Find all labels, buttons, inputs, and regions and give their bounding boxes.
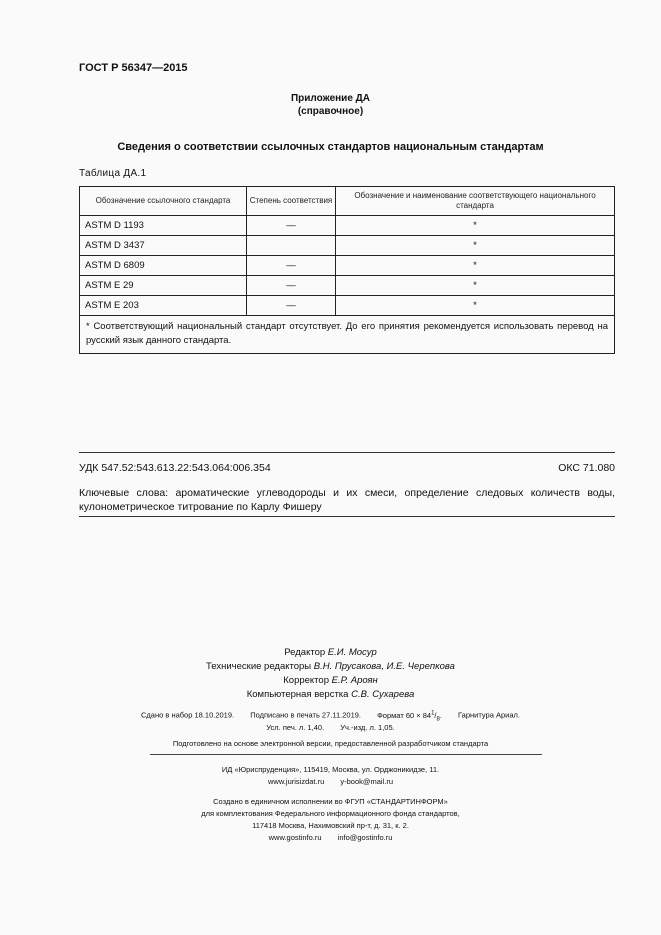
imprint-format-den: 8: [436, 716, 440, 722]
imprint-sent: Сдано в набор 18.10.2019.: [141, 710, 235, 720]
oks-code: ОКС 71.080: [558, 462, 615, 474]
table-footnote-row: [80, 316, 615, 354]
appendix-subtitle: (справочное): [297, 106, 364, 117]
cell-national-standard: *: [336, 276, 615, 296]
publisher-address: ИД «Юриспруденция», 115419, Москва, ул. Орджоникидзе, 11.: [221, 765, 440, 774]
made-contacts: [0, 833, 661, 842]
document-code: ГОСТ Р 56347—2015: [79, 62, 188, 74]
cell-ref-standard: ASTM D 6809: [80, 256, 247, 276]
tech-editors-names: В.Н. Прусакова, И.Е. Черепкова: [313, 661, 455, 672]
cell-national-standard: *: [336, 236, 615, 256]
publisher-site-link[interactable]: www.jurisizdat.ru: [268, 777, 325, 786]
section-title: Сведения о соответствии ссылочных стандартов национальным стандартам: [117, 141, 544, 153]
table-row: [80, 296, 615, 316]
table-header-row: [80, 187, 615, 216]
credit-editor: [0, 647, 661, 658]
made-line-1: Создано в единичном исполнении во ФГУП «СТАНДАРТИНФОРМ»: [213, 797, 448, 806]
editor-label: Редактор: [284, 647, 326, 658]
made-line-2: для комплектования Федерального информационного фонда стандартов,: [201, 809, 460, 818]
imprint-typeface: Гарнитура Ариал.: [458, 710, 520, 720]
cell-ref-standard: ASTM E 29: [80, 276, 247, 296]
divider-bottom: [150, 754, 542, 755]
made-line-3: 117418 Москва, Нахимовский пр-т, д. 31, к. 2.: [252, 821, 409, 830]
cell-national-standard: *: [336, 296, 615, 316]
corrector-label: Корректор: [283, 675, 329, 686]
cell-national-standard: *: [336, 216, 615, 236]
credit-tech-editors: [0, 661, 661, 672]
imprint-format-num: 1: [431, 710, 435, 716]
corrector-name: Е.Р. Ароян: [331, 675, 378, 686]
cell-ref-standard: ASTM D 1193: [80, 216, 247, 236]
cell-national-standard: *: [336, 256, 615, 276]
layout-label: Компьютерная верстка: [246, 689, 349, 700]
divider-keywords: [79, 516, 615, 517]
table-footnote: * Соответствующий национальный стандарт отсутствует. До его принятия рекомендуется использовать перевод на русский язык данного стандарта.: [80, 316, 615, 354]
divider-top: [79, 452, 615, 453]
cell-compliance: —: [247, 276, 336, 296]
imprint-signed: Подписано в печать 27.11.2019.: [250, 710, 362, 720]
cell-compliance: [247, 236, 336, 256]
gostinfo-email-link[interactable]: info@gostinfo.ru: [337, 833, 393, 842]
imprint-pub-sheets: Уч.-изд. л. 1,05.: [340, 723, 395, 732]
editor-name: Е.И. Мосур: [327, 647, 377, 658]
table-row: [80, 276, 615, 296]
table-row: [80, 256, 615, 276]
publisher-contacts: [0, 777, 661, 786]
imprint-sheets: Усл. печ. л. 1,40.: [266, 723, 325, 732]
cell-compliance: —: [247, 216, 336, 236]
header-national-standard: Обозначение и наименование соответствующего национального стандарта: [336, 187, 615, 216]
header-ref-standard: Обозначение ссылочного стандарта: [80, 187, 247, 216]
udk-code: УДК 547.52:543.613.22:543.064:006.354: [79, 462, 271, 474]
tech-editors-label: Технические редакторы: [206, 661, 312, 672]
gostinfo-site-link[interactable]: www.gostinfo.ru: [268, 833, 322, 842]
imprint-prepared: Подготовлено на основе электронной версии, предоставленной разработчиком стандарта: [172, 739, 489, 748]
imprint-line-2: [0, 723, 661, 732]
table-caption: Таблица ДА.1: [79, 168, 147, 179]
appendix-title: Приложение ДА: [290, 93, 371, 104]
credit-corrector: [0, 675, 661, 686]
cell-ref-standard: ASTM E 203: [80, 296, 247, 316]
cell-compliance: —: [247, 256, 336, 276]
header-compliance-degree: Степень соответствия: [247, 187, 336, 216]
imprint-format-prefix: Формат 60 × 84: [377, 710, 432, 720]
keywords: Ключевые слова: ароматические углеводороды и их смеси, определение следовых количеств воды, кулонометрическое титрование по Карлу Фишеру: [79, 487, 615, 513]
layout-name: С.В. Сухарева: [351, 689, 415, 700]
cell-compliance: —: [247, 296, 336, 316]
imprint-line-1: [0, 710, 661, 722]
publisher-email-link[interactable]: y-book@mail.ru: [340, 777, 393, 786]
table-row: [80, 216, 615, 236]
cell-ref-standard: ASTM D 3437: [80, 236, 247, 256]
imprint-format: Формат $60 \times 84^1/_8$.: [377, 710, 442, 722]
credit-layout: [0, 689, 661, 700]
table-row: [80, 236, 615, 256]
reference-standards-table: [79, 186, 615, 354]
